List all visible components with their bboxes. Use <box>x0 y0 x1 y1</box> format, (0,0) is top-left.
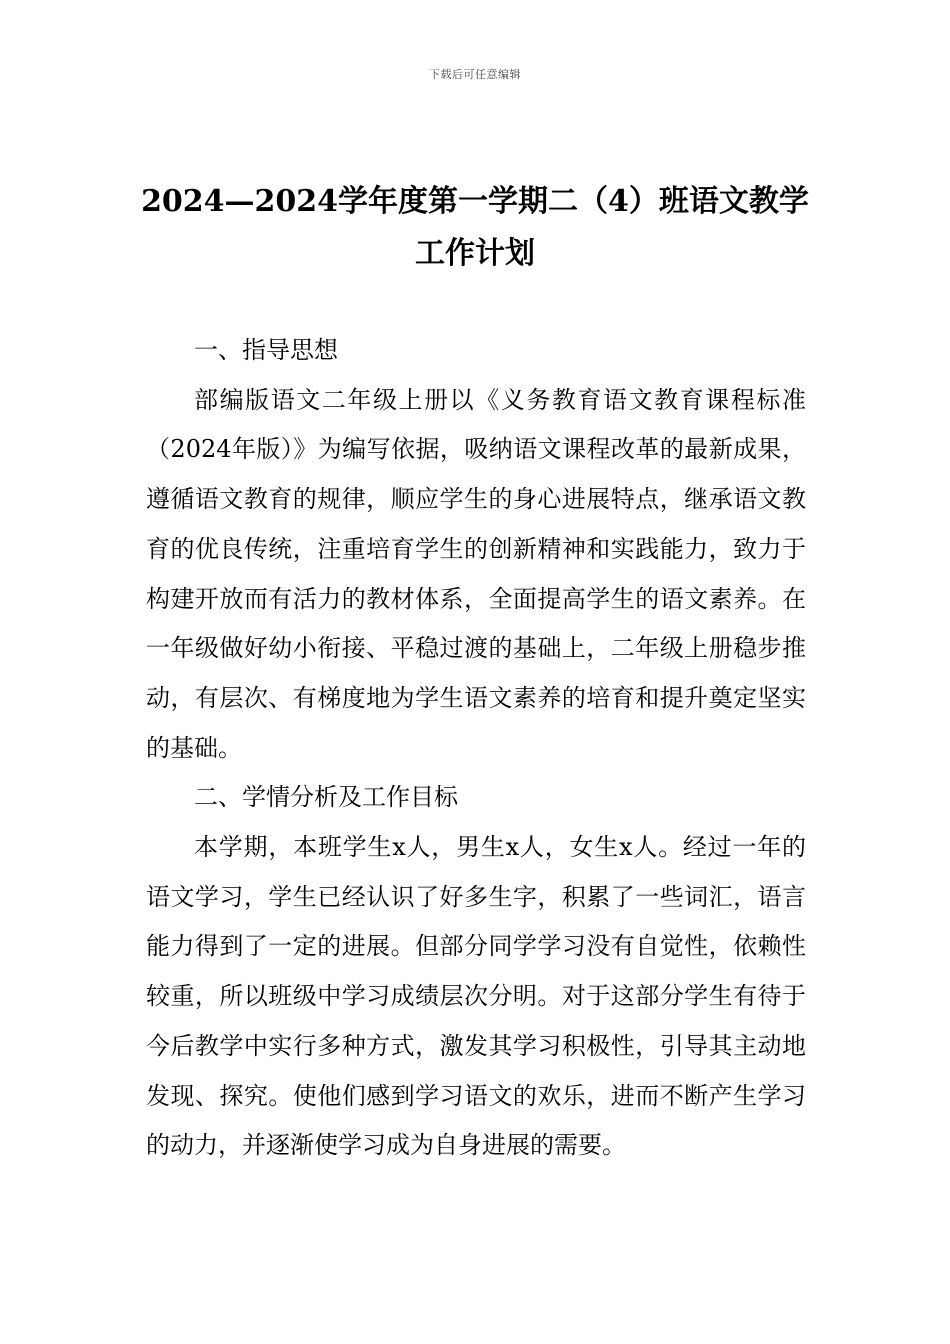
section-heading-student-analysis: 二、学情分析及工作目标 <box>194 783 458 812</box>
section-paragraph-guiding-ideology: 部编版语文二年级上册以《义务教育语文教育课程标准（2024年版）》为编写依据，吸纳语文课程改革的最新成果，遵循语文教育的规律，顺应学生的身心进展特点，继承语文教育的优良传统，注重培育学生的创新精神和实践能力，致力于构建开放而有活力的教材体系，全面提高学生的语文素养。在一年级做好幼小衔接、平稳过渡的基础上，二年级上册稳步推动，有层次、有梯度地为学生语文素养的培育和提升奠定坚实的基础。 <box>146 385 806 762</box>
page-header-note: 下载后可任意编辑 <box>429 68 521 81</box>
document-body <box>146 326 806 1171</box>
section-heading-guiding-ideology: 一、指导思想 <box>194 336 338 364</box>
document-title: 2024—2024学年度第一学期二（4）班语文教学工作计划 <box>141 184 809 271</box>
section-paragraph-student-analysis: 本学期，本班学生x人，男生x人，女生x人。经过一年的语文学习，学生已经认识了好多生字，积累了一些词汇，语言能力得到了一定的进展。但部分同学学习没有自觉性，依赖性较重，所以班级中学习成绩层次分明。对于这部分学生有待于今后教学中实行多种方式，激发其学习积极性，引导其主动地发现、探究。使他们感到学习语文的欢乐，进而不断产生学习的动力，并逐渐使学习成为自身进展的需要。 <box>146 833 806 1160</box>
